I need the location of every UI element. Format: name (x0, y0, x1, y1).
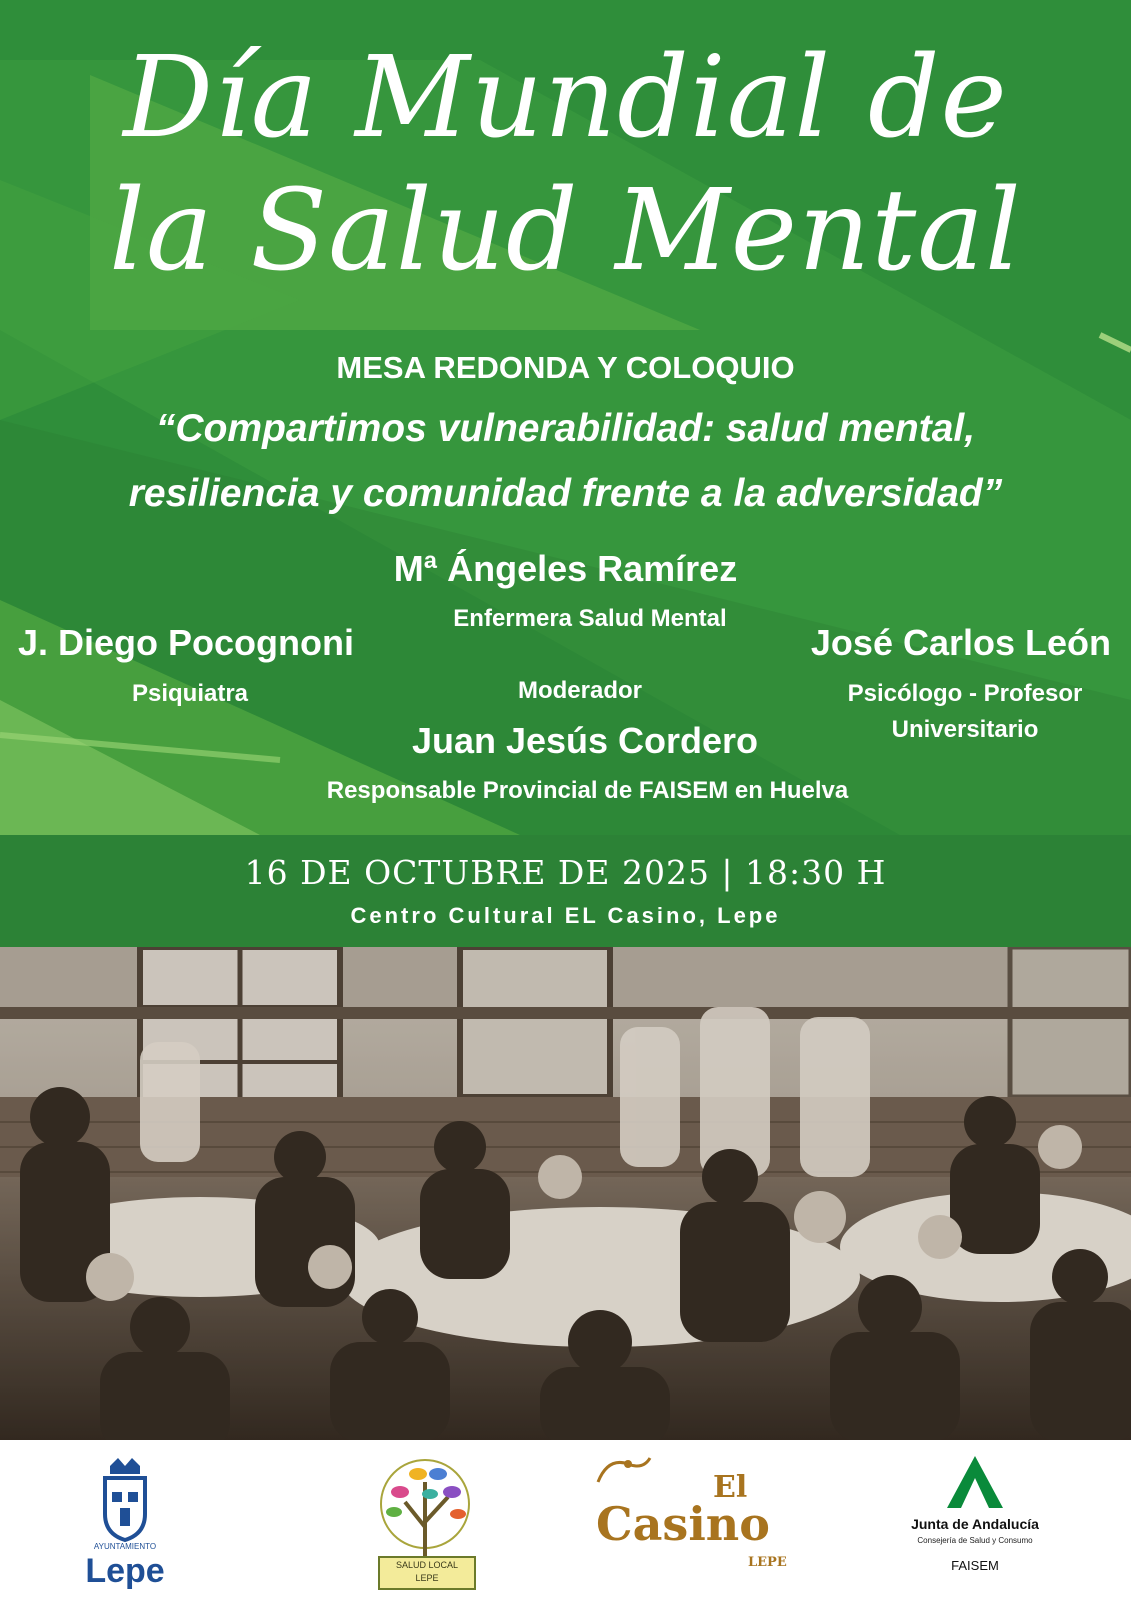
moderator-role: Responsable Provincial de FAISEM en Huelva (326, 777, 849, 804)
speaker-right-name: José Carlos León (810, 622, 1111, 663)
speaker-left-name: J. Diego Pocognoni (18, 622, 355, 663)
speaker-center-name: Mª Ángeles Ramírez (393, 548, 738, 589)
event-date-time: 16 DE OCTUBRE DE 2025 | 18:30 H (244, 853, 887, 892)
speaker-left-role: Psiquiatra (131, 680, 249, 707)
event-venue: Centro Cultural EL Casino, Lepe (350, 903, 781, 928)
salud-local-badge (378, 1556, 476, 1590)
speaker-right-role-line1: Psicólogo - Profesor (847, 680, 1083, 707)
faisem-label: FAISEM (951, 1558, 999, 1573)
sponsor-logos (0, 1440, 1131, 1600)
talk-title-line1: “Compartimos vulnerabilidad: salud mental, (155, 407, 976, 450)
event-title-line2: la Salud Mental (109, 166, 1022, 296)
salud-local-text: SALUD LOCAL (395, 1560, 459, 1570)
moderator-name: Juan Jesús Cordero (411, 720, 759, 761)
junta-name: Junta de Andalucía (911, 1516, 1039, 1532)
lepe-logo-name: Lepe (85, 1552, 165, 1590)
moderator-label: Moderador (517, 677, 642, 704)
historic-casino-dining-photo (0, 947, 1131, 1440)
salud-local-lepe-logo (370, 1452, 480, 1592)
date-venue-band (0, 835, 1131, 947)
lepe-logo-small-text: AYUNTAMIENTO (93, 1542, 157, 1551)
event-title-line1: Día Mundial de (123, 33, 1008, 163)
photo-illustration (0, 947, 1131, 1440)
junta-andalucia-a-icon (945, 1452, 1005, 1512)
lepe-council-logo (60, 1452, 190, 1592)
talk-title-line2: resiliencia y comunidad frente a la adversidad” (128, 472, 1003, 515)
event-subtitle: MESA REDONDA Y COLOQUIO (336, 350, 795, 385)
casino-logo-word-casino: Casino (596, 1497, 770, 1551)
casino-logo-word-el: El (713, 1470, 748, 1505)
casino-logo-place: LEPE (748, 1555, 787, 1570)
junta-andalucia-logo (885, 1452, 1065, 1592)
lepe-coat-of-arms-icon (60, 1452, 190, 1547)
speaker-center-role: Enfermera Salud Mental (453, 605, 727, 632)
junta-department: Consejería de Salud y Consumo (917, 1536, 1033, 1545)
salud-local-lepe-text: LEPE (415, 1573, 439, 1583)
el-casino-lepe-logo (588, 1452, 803, 1592)
tree-icon (370, 1452, 480, 1564)
ornament-flourish-icon (588, 1452, 658, 1492)
speaker-right-role-line2: Universitario (891, 716, 1039, 743)
